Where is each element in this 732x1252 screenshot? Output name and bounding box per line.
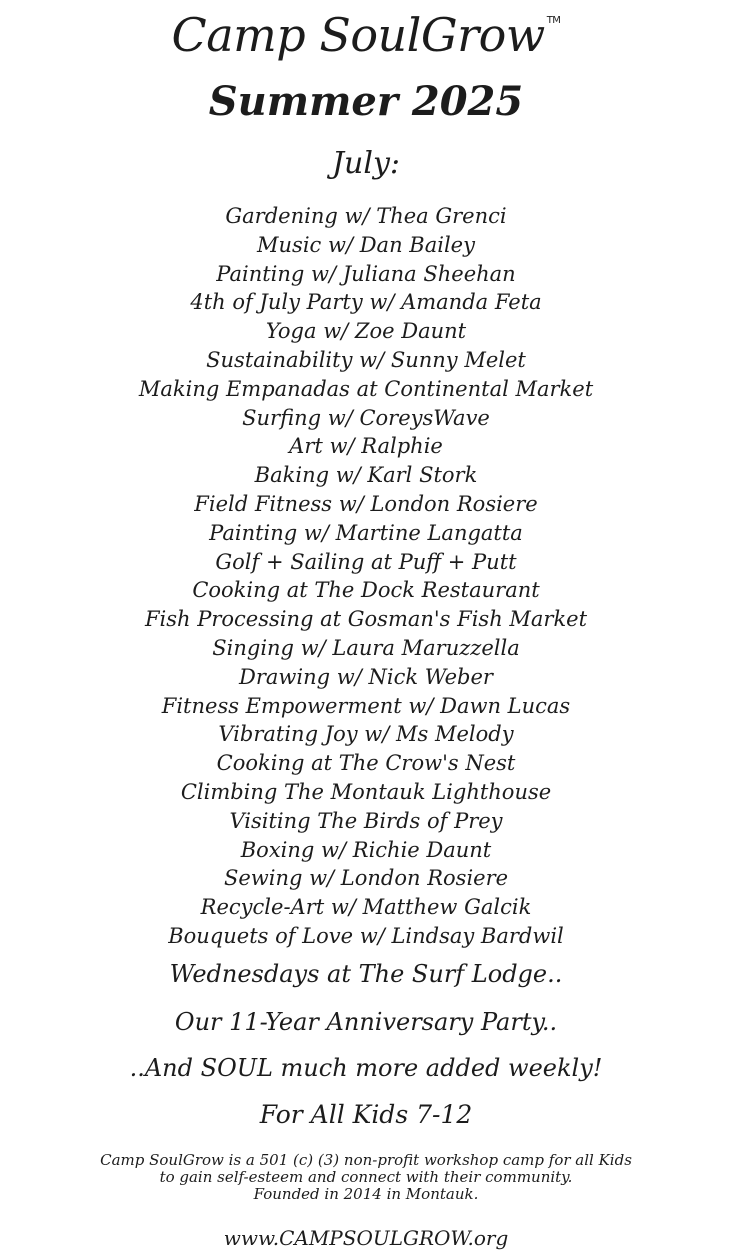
activity-item: Gardening w/ Thea Grenci (225, 204, 507, 228)
activity-item: Painting w/ Juliana Sheehan (216, 261, 516, 286)
activity-item: Sustainability w/ Sunny Melet (206, 347, 526, 372)
activity-item: Painting w/ Martine Langatta (209, 520, 523, 545)
about-line: Founded in 2014 in Montauk. (253, 1185, 479, 1203)
activity-item: Golf + Sailing at Puff + Putt (215, 549, 517, 574)
about-line: to gain self-esteem and connect with their community. (159, 1168, 573, 1186)
activity-item: Art w/ Ralphie (289, 434, 443, 459)
activity-item: Surfing w/ CoreysWave (242, 405, 490, 430)
activity-item: Boxing w/ Richie Daunt (240, 837, 492, 862)
about-line: Camp SoulGrow is a 501 (c) (3) non-profit workshop camp for all Kids (100, 1151, 632, 1169)
activity-item: Music w/ Dan Bailey (257, 232, 475, 257)
activity-item: Climbing The Montauk Lighthouse (180, 779, 552, 804)
activity-item: Making Empanadas at Continental Market (138, 376, 594, 401)
brand-name: Camp SoulGrow (171, 8, 545, 62)
website-url: www.CAMPSOULGROW.org (223, 1226, 509, 1250)
activity-item: Singing w/ Laura Maruzzella (212, 635, 520, 660)
activity-item: Cooking at The Crow's Nest (216, 751, 516, 776)
activity-item: Vibrating Joy w/ Ms Melody (218, 722, 514, 747)
brand-title (0, 8, 732, 62)
activity-item: Sewing w/ London Rosiere (223, 866, 509, 891)
activity-item: 4th of July Party w/ Amanda Feta (190, 290, 542, 315)
audience-line: For All Kids 7-12 (259, 1100, 473, 1129)
activity-item: Baking w/ Karl Stork (254, 463, 478, 488)
highlight-anniversary-party: Our 11-Year Anniversary Party.. (174, 1008, 558, 1036)
activity-item: Field Fitness w/ London Rosiere (194, 491, 538, 516)
trademark-mark: TM (546, 15, 561, 26)
activity-item: Fish Processing at Gosman's Fish Market (144, 607, 588, 632)
highlight-surf-lodge: Wednesdays at The Surf Lodge.. (169, 960, 563, 988)
activity-list (0, 202, 732, 951)
activity-item: Recycle-Art w/ Matthew Galcik (200, 895, 532, 920)
month-heading: July: (332, 146, 400, 181)
season-title: Summer 2025 (208, 78, 524, 125)
activity-item: Drawing w/ Nick Weber (239, 664, 493, 689)
activity-item: Fitness Empowerment w/ Dawn Lucas (161, 693, 571, 718)
activity-item: Cooking at The Dock Restaurant (192, 578, 540, 603)
activity-item: Yoga w/ Zoe Daunt (265, 319, 467, 344)
activity-item: Bouquets of Love w/ Lindsay Bardwil (168, 923, 564, 948)
about-blurb (0, 1152, 732, 1203)
highlight-more-weekly: ..And SOUL much more added weekly! (129, 1054, 603, 1082)
activity-item: Visiting The Birds of Prey (229, 808, 503, 833)
